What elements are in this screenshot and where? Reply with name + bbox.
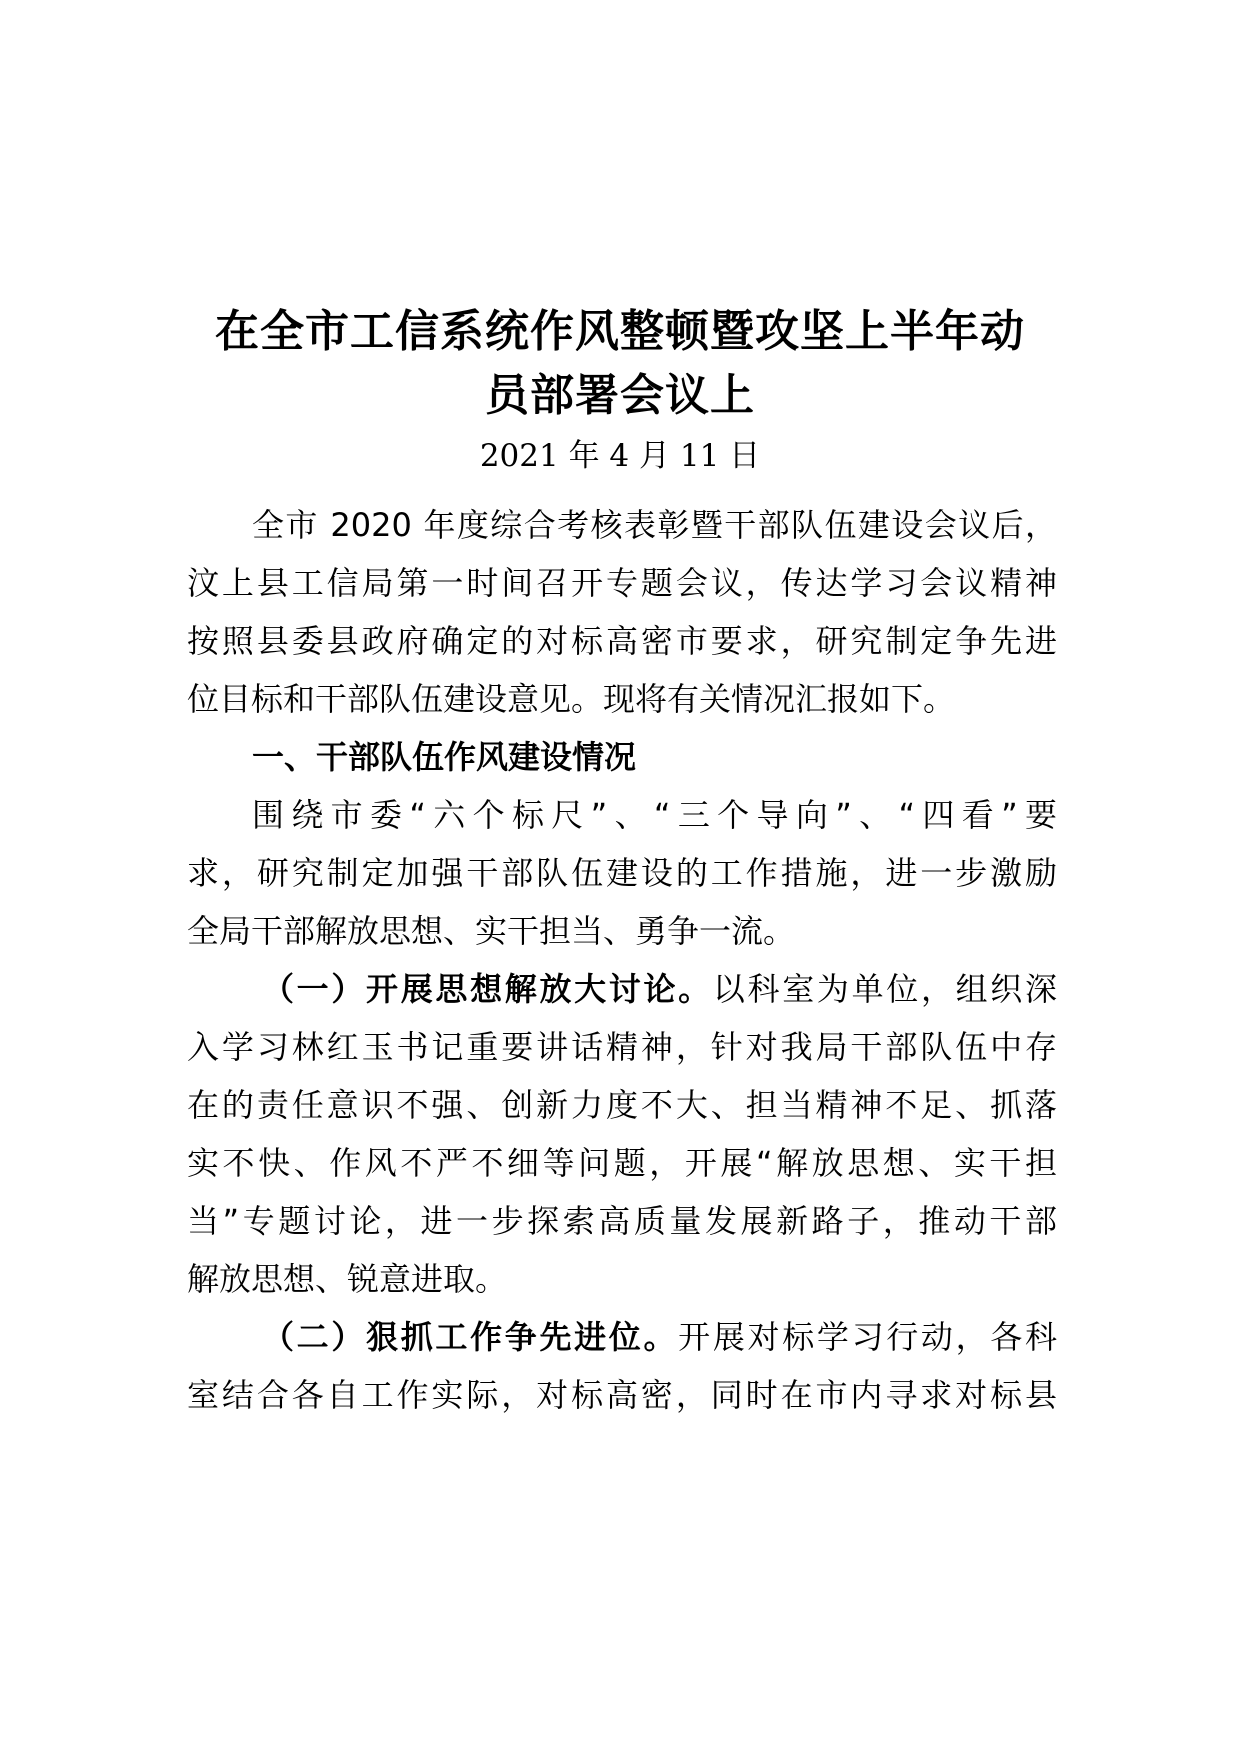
document-title-line2: 员部署会议上 <box>485 370 755 421</box>
subsection-2-lead-text: 开展对标学习行动，各科 <box>678 1318 1057 1356</box>
paragraph-1-line-2: 汶上县工信局第一时间召开专题会议，传达学习会议精神 <box>187 564 1057 602</box>
subsection-1-line-3: 在的责任意识不强、创新力度不大、担当精神不足、抓落 <box>187 1086 1057 1124</box>
subsection-2-lead-line <box>262 1317 1057 1357</box>
subsection-1-line-6: 解放思想、锐意进取。 <box>187 1260 508 1298</box>
paragraph-1-line-3: 按照县委县政府确定的对标高密市要求，研究制定争先进 <box>187 622 1057 660</box>
document-date: 2021 年 4 月 11 日 <box>479 438 761 474</box>
subsection-1-lead-text: 以科室为单位，组织深 <box>712 970 1057 1008</box>
subsection-1-line-4: 实不快、作风不严不细等问题，开展“解放思想、实干担 <box>187 1144 1057 1182</box>
section-1-heading: 一、干部队伍作风建设情况 <box>252 738 637 776</box>
paragraph-2-line-1: 围绕市委“六个标尺”、“三个导向”、“四看”要 <box>252 796 1057 834</box>
subsection-1-line-2: 入学习林红玉书记重要讲话精神，针对我局干部队伍中存 <box>187 1028 1057 1066</box>
subsection-1-lead-line <box>262 969 1057 1009</box>
subsection-2-line-2: 室结合各自工作实际，对标高密，同时在市内寻求对标县 <box>187 1376 1057 1414</box>
paragraph-1-line-1: 全市 2020 年度综合考核表彰暨干部队伍建设会议后， <box>252 506 1057 544</box>
document-title-line1: 在全市工信系统作风整顿暨攻坚上半年动 <box>215 306 1025 357</box>
paragraph-1-line-4: 位目标和干部队伍建设意见。现将有关情况汇报如下。 <box>187 680 956 718</box>
paragraph-2-line-2: 求，研究制定加强干部队伍建设的工作措施，进一步激励 <box>187 854 1057 892</box>
subsection-2-heading: （二）狠抓工作争先进位。 <box>262 1318 679 1356</box>
subsection-1-line-5: 当”专题讨论，进一步探索高质量发展新路子，推动干部 <box>187 1202 1057 1240</box>
subsection-1-heading: （一）开展思想解放大讨论。 <box>262 970 713 1008</box>
paragraph-2-line-3: 全局干部解放思想、实干担当、勇争一流。 <box>187 912 796 950</box>
